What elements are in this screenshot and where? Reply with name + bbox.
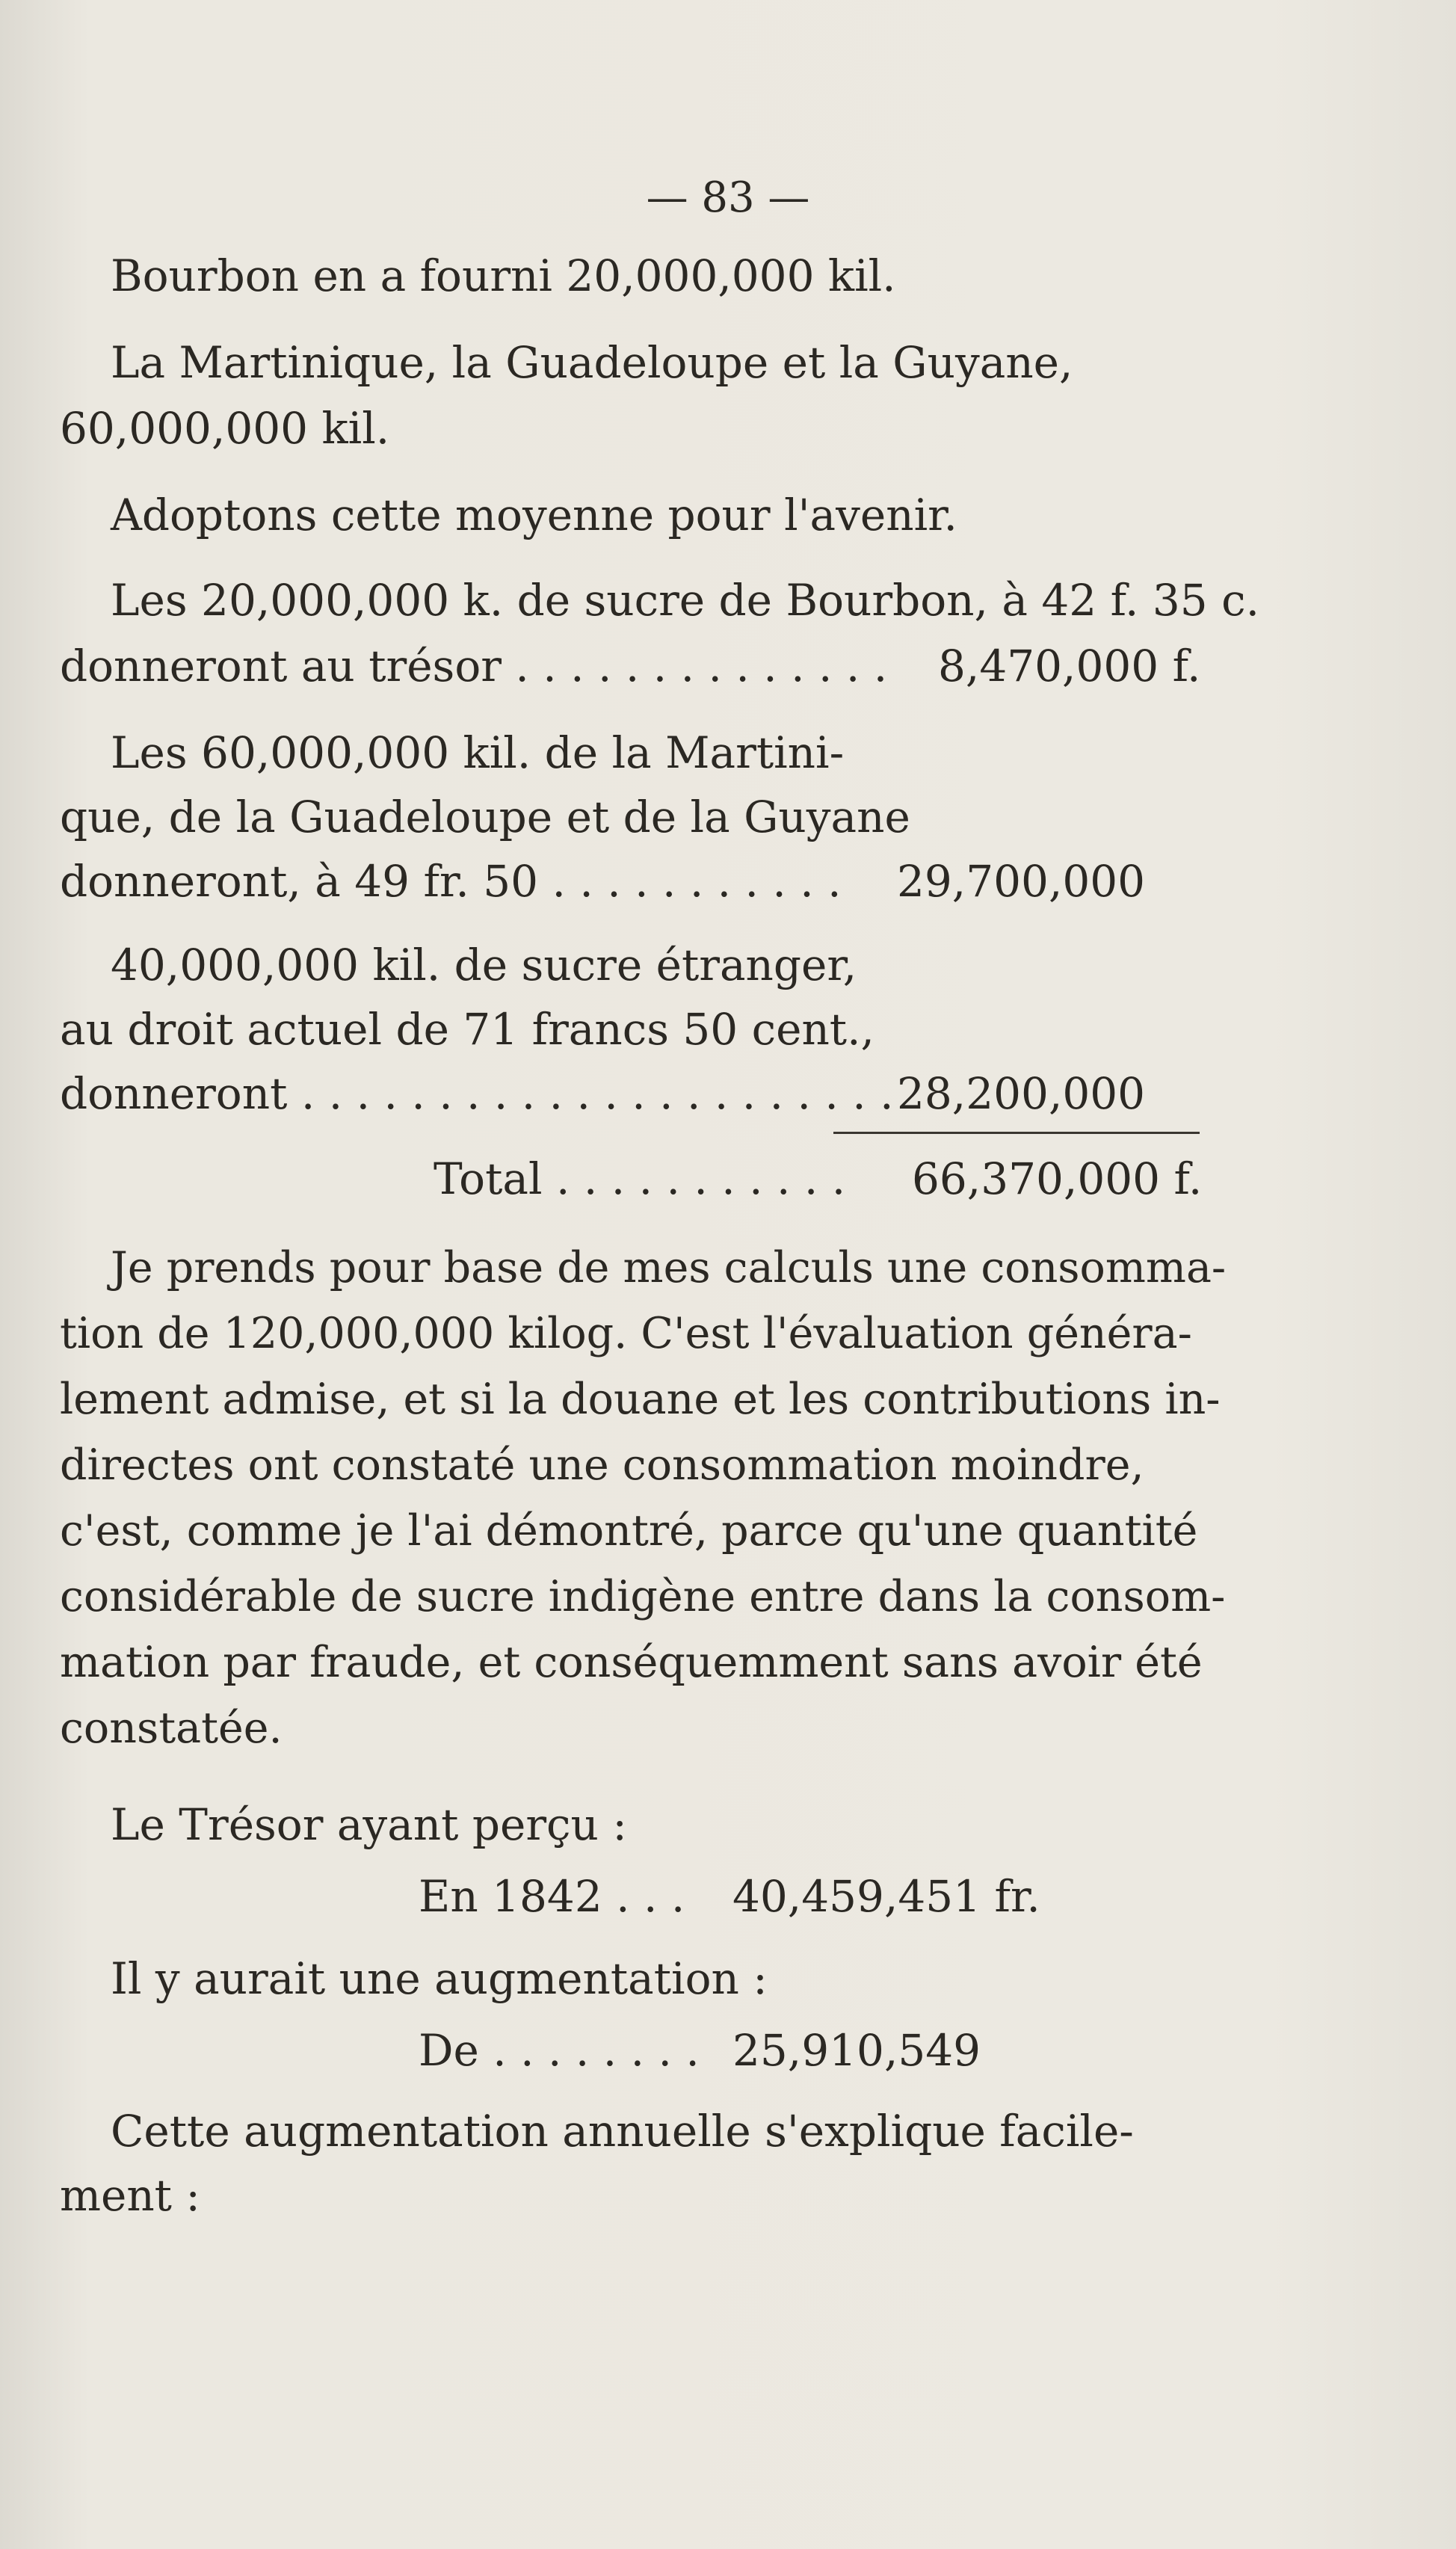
amount-value: 29,700,000 [897, 856, 1146, 907]
total-value: 66,370,000 f. [912, 1153, 1203, 1204]
ledger-value: 25,910,549 [732, 2025, 981, 2076]
ledger-label: De . . . . . . . . [419, 2025, 700, 2076]
text-line: 60,000,000 kil. [60, 403, 390, 454]
ledger-value: 40,459,451 fr. [732, 1871, 1040, 1922]
text-line [111, 337, 1203, 388]
amount-label: donneront, à 49 fr. 50 . . . . . . . . . . . [60, 856, 842, 907]
sum-rule [833, 1132, 1200, 1134]
text-line: lement admise, et si la douane et les contributions in- [60, 1375, 1221, 1424]
text-line: que, de la Guadeloupe et de la Guyane [60, 792, 910, 842]
text-line: Le Trésor ayant perçu : [111, 1799, 627, 1850]
text-line: tion de 120,000,000 kilog. C'est l'évaluation généra- [60, 1309, 1192, 1358]
text-span: La Martinique, la Guadeloupe et la Guyane, [111, 337, 1073, 388]
text-line: Il y aurait une augmentation : [111, 1953, 768, 2004]
text-line: c'est, comme je l'ai démontré, parce qu'une quantité [60, 1506, 1198, 1556]
amount-label: donneront . . . . . . . . . . . . . . . . . . . . . . [60, 1068, 894, 1119]
text-line: ment : [60, 2170, 200, 2221]
text-line: mation par fraude, et conséquemment sans avoir été [60, 1638, 1203, 1687]
text-line: Les 60,000,000 kil. de la Martini- [111, 727, 845, 778]
text-line: Les 20,000,000 k. de sucre de Bourbon, à 42 f. 35 c. [111, 575, 1260, 626]
amount-value: 8,470,000 f. [938, 641, 1201, 691]
page-number: — 83 — [646, 173, 810, 222]
text-line: directes ont constaté une consommation moindre, [60, 1440, 1144, 1490]
total-label: Total . . . . . . . . . . . [434, 1153, 846, 1204]
amount-label: donneront au trésor . . . . . . . . . . . . . . [60, 641, 888, 691]
text-line: Cette augmentation annuelle s'explique facile- [111, 2106, 1134, 2157]
text-line: constatée. [60, 1704, 283, 1753]
ledger-label: En 1842 . . . [419, 1871, 685, 1922]
text-line: Bourbon en a fourni 20,000,000 kil. [111, 250, 896, 301]
text-line: au droit actuel de 71 francs 50 cent., [60, 1004, 874, 1055]
text-line: Je prends pour base de mes calculs une consomma- [111, 1243, 1227, 1292]
amount-value: 28,200,000 [897, 1068, 1146, 1119]
text-line: 40,000,000 kil. de sucre étranger, [111, 940, 857, 990]
text-line: considérable de sucre indigène entre dans la consom- [60, 1572, 1226, 1621]
text-line: Adoptons cette moyenne pour l'avenir. [111, 490, 957, 540]
